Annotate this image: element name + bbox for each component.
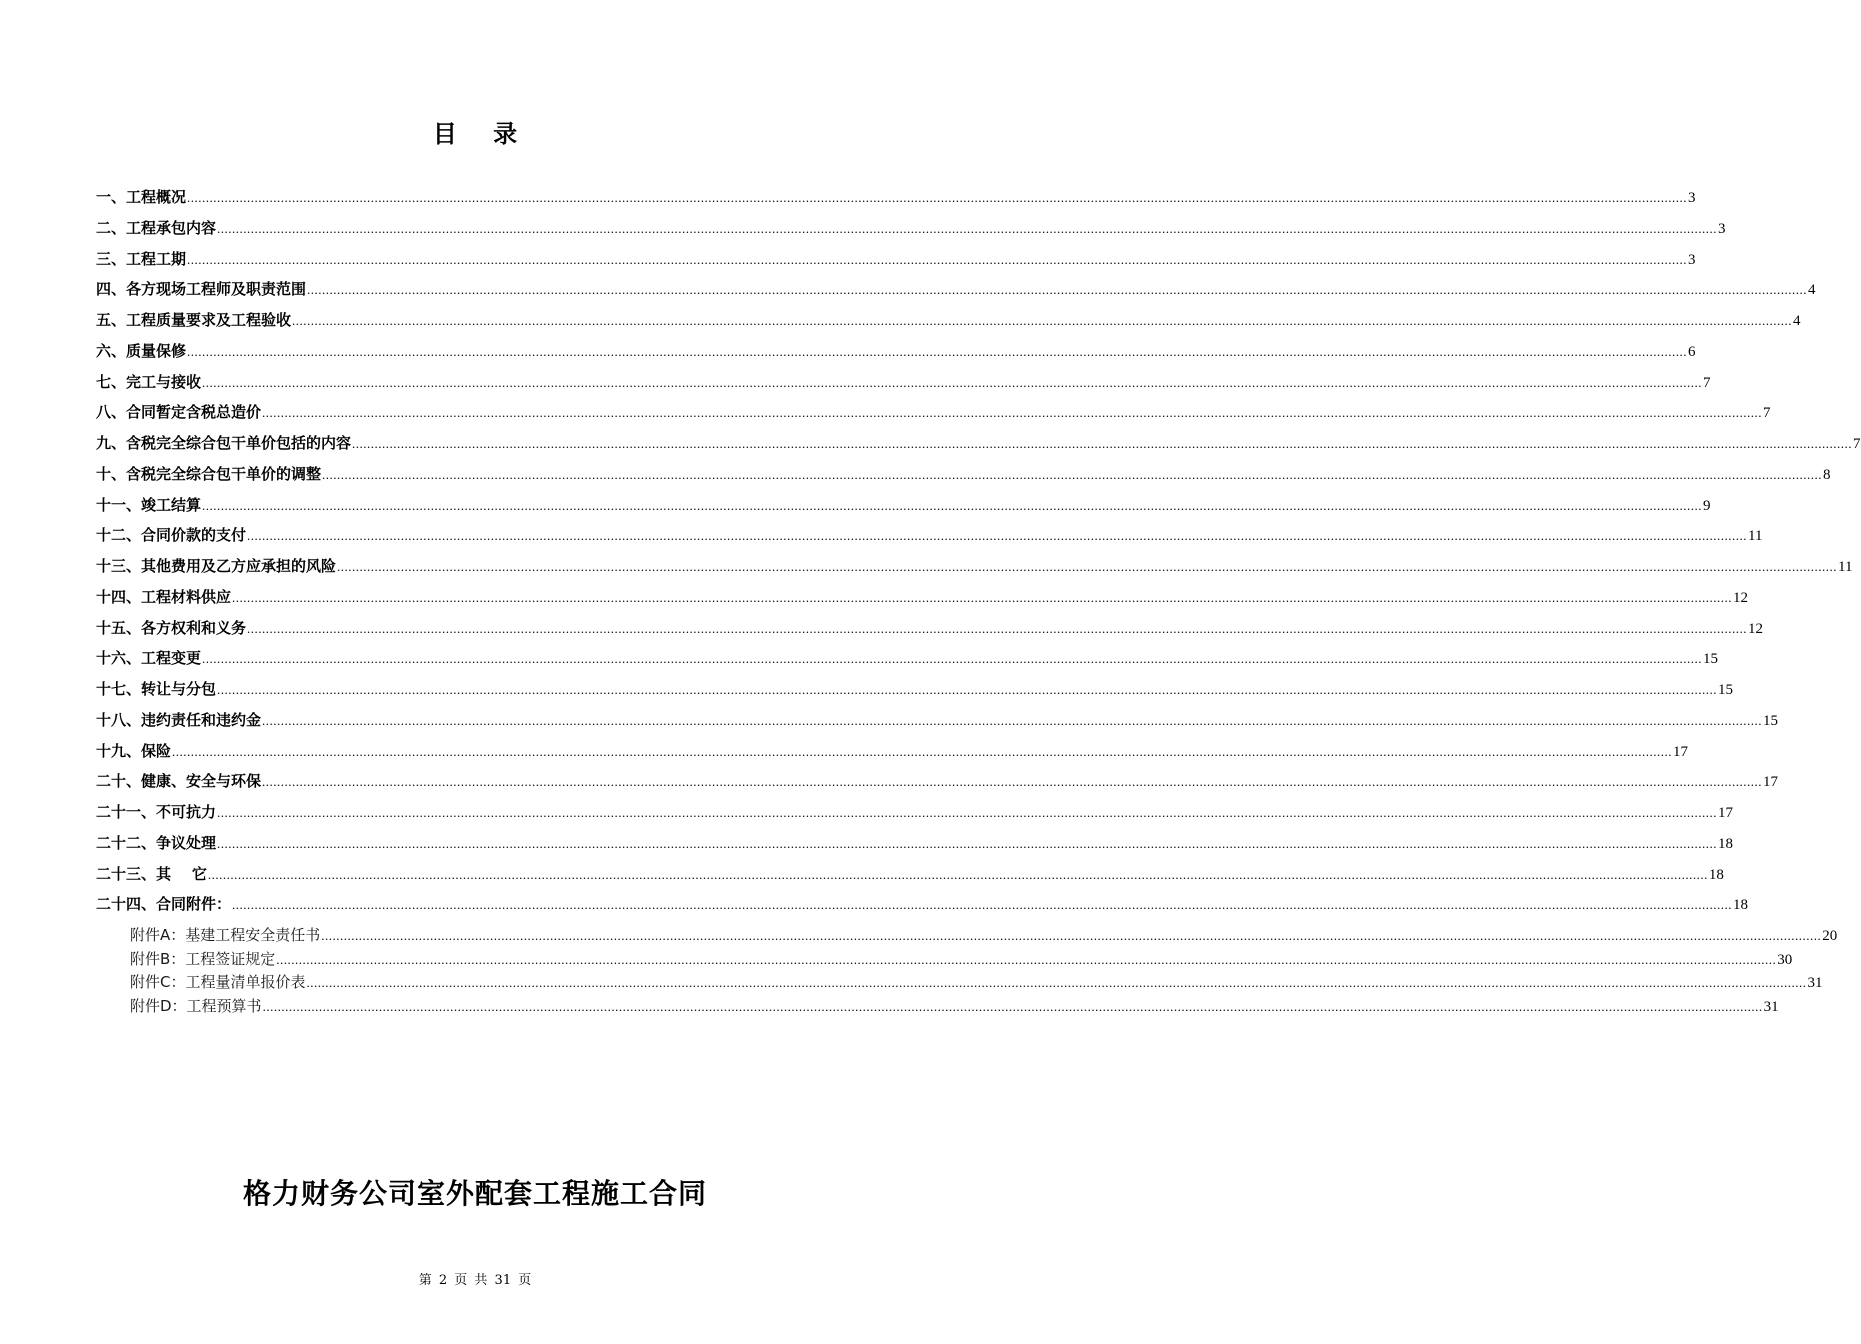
toc-entry[interactable] — [96, 766, 1779, 797]
toc-entry[interactable] — [96, 582, 1749, 613]
toc-entry-label: 十六、工程变更 — [96, 649, 202, 668]
toc-entry-label: 五、工程质量要求及工程验收 — [96, 311, 292, 329]
toc-entry-label: 二十一、不可抗力 — [96, 803, 217, 821]
toc-entry-label: 六、质量保修 — [96, 341, 187, 360]
toc-dot-leader: ................................................................................................................................................................................................................................................................................................................................................................................................................ — [187, 251, 1688, 267]
toc-dot-leader: ................................................................................................................................................................................................................................................................................................................................................................................................................ — [217, 835, 1718, 851]
toc-entry-page: 15 — [1718, 682, 1734, 698]
toc-entry-page: 15 — [1763, 712, 1779, 729]
annex-entry-page: 31 — [1807, 975, 1823, 991]
toc-entry-label: 二、工程承包内容 — [96, 218, 217, 237]
toc-title: 目 录 — [432, 120, 532, 148]
toc-dot-leader: ................................................................................................................................................................................................................................................................................................................................................................................................................ — [337, 559, 1838, 574]
toc-entry-page: 17 — [1763, 774, 1779, 791]
toc-entry[interactable] — [96, 367, 1711, 398]
annex-dot-leader: ................................................................................................................................................................................................................................................................................................................................................................................................................ — [306, 975, 1807, 990]
toc-entry[interactable] — [96, 244, 1696, 275]
toc-entry-page: 15 — [1703, 651, 1719, 668]
annex-entry-label: 附件C：工程量清单报价表 — [130, 973, 306, 991]
toc-entry[interactable] — [96, 674, 1734, 705]
toc-entry[interactable] — [96, 428, 1861, 459]
toc-dot-leader: ................................................................................................................................................................................................................................................................................................................................................................................................................ — [187, 190, 1688, 205]
toc-entry[interactable] — [96, 520, 1763, 551]
annex-entry-label: 附件B：工程签证规定 — [130, 949, 276, 968]
toc-entry-label: 八、合同暂定含税总造价 — [96, 403, 262, 422]
toc-dot-leader: ................................................................................................................................................................................................................................................................................................................................................................................................................ — [247, 528, 1748, 544]
toc-entry-label: 十一、竣工结算 — [96, 495, 202, 514]
toc-dot-leader: ................................................................................................................................................................................................................................................................................................................................................................................................................ — [217, 682, 1718, 697]
toc-entry[interactable] — [96, 274, 1816, 305]
annex-entry-label: 附件D：工程预算书 — [130, 996, 262, 1015]
toc-entry-page: 18 — [1718, 835, 1734, 852]
toc-dot-leader: ................................................................................................................................................................................................................................................................................................................................................................................................................ — [292, 313, 1793, 328]
toc-entry-label: 七、完工与接收 — [96, 372, 202, 391]
toc-entry-label: 四、各方现场工程师及职责范围 — [96, 280, 307, 299]
toc-entry-page: 7 — [1853, 436, 1861, 452]
contract-title: 格力财务公司室外配套工程施工合同 — [242, 1177, 707, 1210]
toc-entry-page: 18 — [1733, 897, 1749, 914]
toc-entry-page: 12 — [1733, 589, 1749, 606]
toc-entry-label: 二十二、争议处理 — [96, 833, 217, 852]
toc-main-list — [96, 182, 1861, 920]
toc-dot-leader: ................................................................................................................................................................................................................................................................................................................................................................................................................ — [322, 466, 1823, 482]
toc-dot-leader: ................................................................................................................................................................................................................................................................................................................................................................................................................ — [307, 282, 1808, 298]
toc-dot-leader: ................................................................................................................................................................................................................................................................................................................................................................................................................ — [207, 866, 1708, 882]
toc-entry[interactable] — [96, 336, 1696, 367]
toc-entry[interactable] — [96, 797, 1734, 828]
toc-entry[interactable] — [96, 828, 1734, 859]
toc-entry-label: 二十三、其 它 — [96, 864, 207, 883]
toc-dot-leader: ................................................................................................................................................................................................................................................................................................................................................................................................................ — [172, 743, 1673, 759]
toc-entry-label: 一、工程概况 — [96, 188, 187, 206]
toc-entry-page: 17 — [1673, 743, 1689, 760]
annex-entry[interactable] — [130, 924, 1838, 948]
toc-dot-leader: ................................................................................................................................................................................................................................................................................................................................................................................................................ — [232, 897, 1733, 913]
toc-dot-leader: ................................................................................................................................................................................................................................................................................................................................................................................................................ — [217, 805, 1718, 820]
toc-entry-page: 11 — [1838, 559, 1853, 575]
page-footer: 第 2 页 共 31 页 — [418, 1273, 532, 1288]
annex-entry-page: 20 — [1822, 928, 1838, 944]
annex-entry[interactable] — [130, 995, 1779, 1019]
toc-entry-label: 十二、合同价款的支付 — [96, 526, 247, 545]
toc-entry-page: 6 — [1688, 343, 1696, 360]
toc-entry-page: 4 — [1793, 313, 1801, 329]
toc-entry[interactable] — [96, 305, 1801, 336]
toc-dot-leader: ................................................................................................................................................................................................................................................................................................................................................................................................................ — [262, 405, 1763, 421]
toc-entry-page: 18 — [1708, 866, 1724, 883]
toc-entry-page: 11 — [1748, 528, 1763, 545]
toc-annex-list — [96, 924, 1838, 1018]
toc-entry-page: 12 — [1748, 620, 1764, 637]
toc-entry[interactable] — [96, 889, 1749, 920]
toc-entry-page: 7 — [1763, 405, 1771, 422]
toc-entry[interactable] — [96, 551, 1853, 582]
toc-dot-leader: ................................................................................................................................................................................................................................................................................................................................................................................................................ — [262, 774, 1763, 790]
toc-entry[interactable] — [96, 613, 1764, 644]
toc-entry-page: 8 — [1823, 466, 1831, 483]
toc-dot-leader: ................................................................................................................................................................................................................................................................................................................................................................................................................ — [217, 220, 1718, 236]
toc-dot-leader: ................................................................................................................................................................................................................................................................................................................................................................................................................ — [202, 651, 1703, 667]
annex-entry[interactable] — [130, 948, 1793, 972]
toc-entry-label: 二十、健康、安全与环保 — [96, 772, 262, 791]
toc-entry[interactable] — [96, 643, 1719, 674]
annex-dot-leader: ................................................................................................................................................................................................................................................................................................................................................................................................................ — [276, 951, 1777, 967]
toc-entry-label: 十七、转让与分包 — [96, 680, 217, 698]
toc-entry-label: 九、含税完全综合包干单价包括的内容 — [96, 434, 352, 452]
toc-dot-leader: ................................................................................................................................................................................................................................................................................................................................................................................................................ — [202, 374, 1703, 390]
toc-entry-label: 十、含税完全综合包干单价的调整 — [96, 464, 322, 483]
toc-entry[interactable] — [96, 736, 1689, 767]
toc-entry-page: 3 — [1688, 190, 1696, 206]
toc-entry-label: 十五、各方权利和义务 — [96, 618, 247, 637]
toc-entry-page: 3 — [1718, 220, 1726, 237]
toc-dot-leader: ................................................................................................................................................................................................................................................................................................................................................................................................................ — [232, 589, 1733, 605]
toc-dot-leader: ................................................................................................................................................................................................................................................................................................................................................................................................................ — [352, 436, 1853, 451]
annex-entry-page: 30 — [1777, 951, 1793, 968]
toc-entry[interactable] — [96, 490, 1711, 521]
toc-dot-leader: ................................................................................................................................................................................................................................................................................................................................................................................................................ — [202, 497, 1703, 513]
toc-entry-page: 7 — [1703, 374, 1711, 391]
toc-entry-label: 三、工程工期 — [96, 249, 187, 268]
toc-entry[interactable] — [96, 213, 1726, 244]
toc-entry[interactable] — [96, 859, 1724, 890]
toc-entry[interactable] — [96, 182, 1696, 213]
annex-dot-leader: ................................................................................................................................................................................................................................................................................................................................................................................................................ — [321, 928, 1822, 943]
toc-entry-label: 十四、工程材料供应 — [96, 587, 232, 606]
toc-dot-leader: ................................................................................................................................................................................................................................................................................................................................................................................................................ — [247, 620, 1748, 636]
annex-entry[interactable] — [130, 971, 1823, 995]
toc-dot-leader: ................................................................................................................................................................................................................................................................................................................................................................................................................ — [187, 343, 1688, 359]
table-of-contents — [96, 182, 1861, 1018]
toc-entry-page: 17 — [1718, 805, 1734, 821]
toc-dot-leader: ................................................................................................................................................................................................................................................................................................................................................................................................................ — [262, 712, 1763, 728]
toc-entry[interactable] — [96, 459, 1831, 490]
toc-entry-page: 9 — [1703, 497, 1711, 514]
toc-entry[interactable] — [96, 705, 1779, 736]
toc-entry-page: 3 — [1688, 251, 1696, 268]
toc-entry-label: 二十四、合同附件： — [96, 895, 232, 914]
toc-entry-label: 十三、其他费用及乙方应承担的风险 — [96, 557, 337, 575]
toc-entry-page: 4 — [1808, 282, 1816, 299]
toc-entry[interactable] — [96, 397, 1771, 428]
annex-entry-page: 31 — [1763, 998, 1779, 1015]
annex-dot-leader: ................................................................................................................................................................................................................................................................................................................................................................................................................ — [262, 998, 1763, 1014]
toc-entry-label: 十九、保险 — [96, 741, 172, 760]
annex-entry-label: 附件A：基建工程安全责任书 — [130, 926, 321, 944]
toc-entry-label: 十八、违约责任和违约金 — [96, 710, 262, 729]
